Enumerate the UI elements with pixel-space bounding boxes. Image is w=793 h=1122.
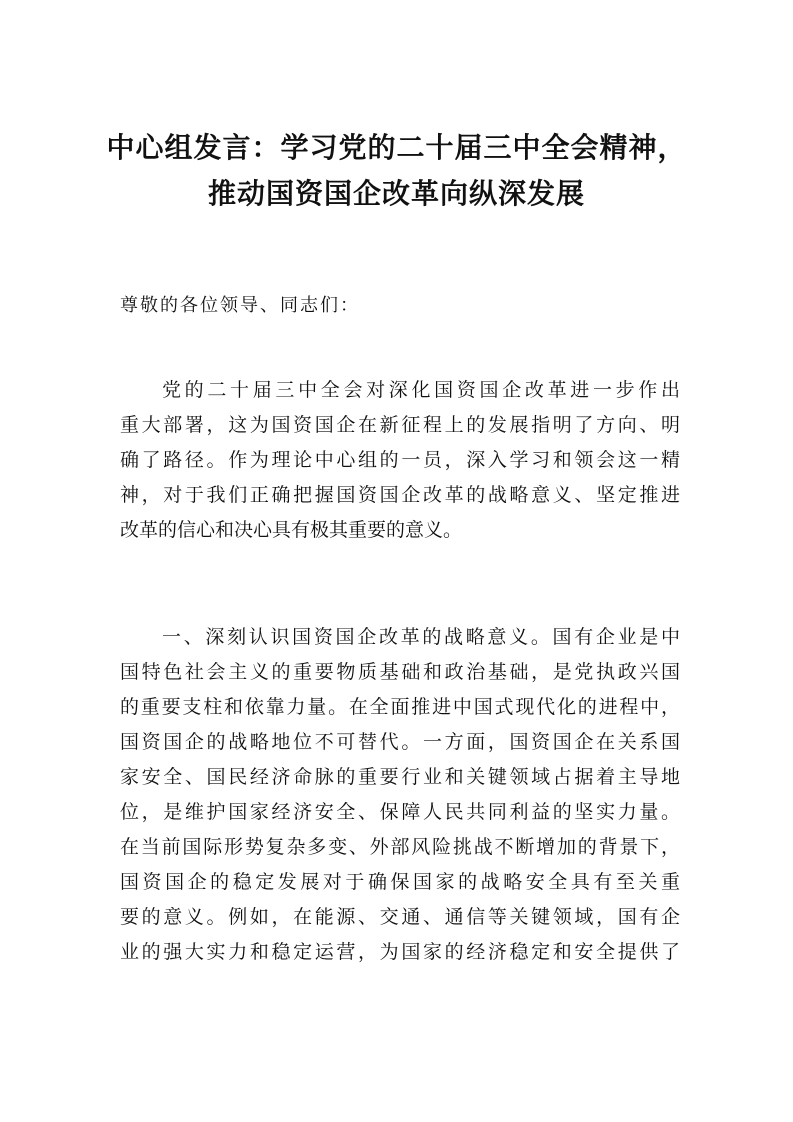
paragraph-line: 国特色社会主义的重要物质基础和政治基础，是党执政兴国 (120, 661, 680, 683)
salutation: 尊敬的各位领导、同志们： (120, 295, 360, 316)
document-title-line-1: 中心组发言：学习党的二十届三中全会精神， (106, 131, 687, 164)
paragraph-line: 在当前国际形势复杂多变、外部风险挑战不断增加的背景下， (120, 836, 680, 858)
paragraph-line: 国资国企的战略地位不可替代。一方面，国资国企在关系国 (120, 731, 680, 753)
paragraph-line: 业的强大实力和稳定运营，为国家的经济稳定和安全提供了 (120, 941, 680, 963)
paragraph-line: 神，对于我们正确把握国资国企改革的战略意义、坚定推进 (120, 484, 680, 506)
paragraph-line: 重大部署，这为国资国企在新征程上的发展指明了方向、明 (120, 414, 680, 436)
paragraph-section-1 (120, 620, 680, 970)
paragraph-line: 一、深刻认识国资国企改革的战略意义。国有企业是中 (162, 626, 680, 648)
paragraph-line: 位，是维护国家经济安全、保障人民共同利益的坚实力量。 (120, 801, 680, 823)
paragraph-line: 确了路径。作为理论中心组的一员，深入学习和领会这一精 (120, 449, 680, 471)
paragraph-line: 的重要支柱和依靠力量。在全面推进中国式现代化的进程中， (120, 696, 680, 718)
paragraph-line: 党的二十届三中全会对深化国资国企改革进一步作出 (162, 379, 680, 401)
paragraph-line: 家安全、国民经济命脉的重要行业和关键领域占据着主导地 (120, 766, 680, 788)
paragraph-line: 国资国企的稳定发展对于确保国家的战略安全具有至关重 (120, 871, 680, 893)
paragraph-intro (120, 373, 680, 548)
paragraph-line: 改革的信心和决心具有极其重要的意义。 (120, 519, 463, 541)
paragraph-line: 要的意义。例如，在能源、交通、通信等关键领域，国有企 (120, 906, 680, 928)
document-title-line-2: 推动国资国企改革向纵深发展 (207, 177, 585, 210)
